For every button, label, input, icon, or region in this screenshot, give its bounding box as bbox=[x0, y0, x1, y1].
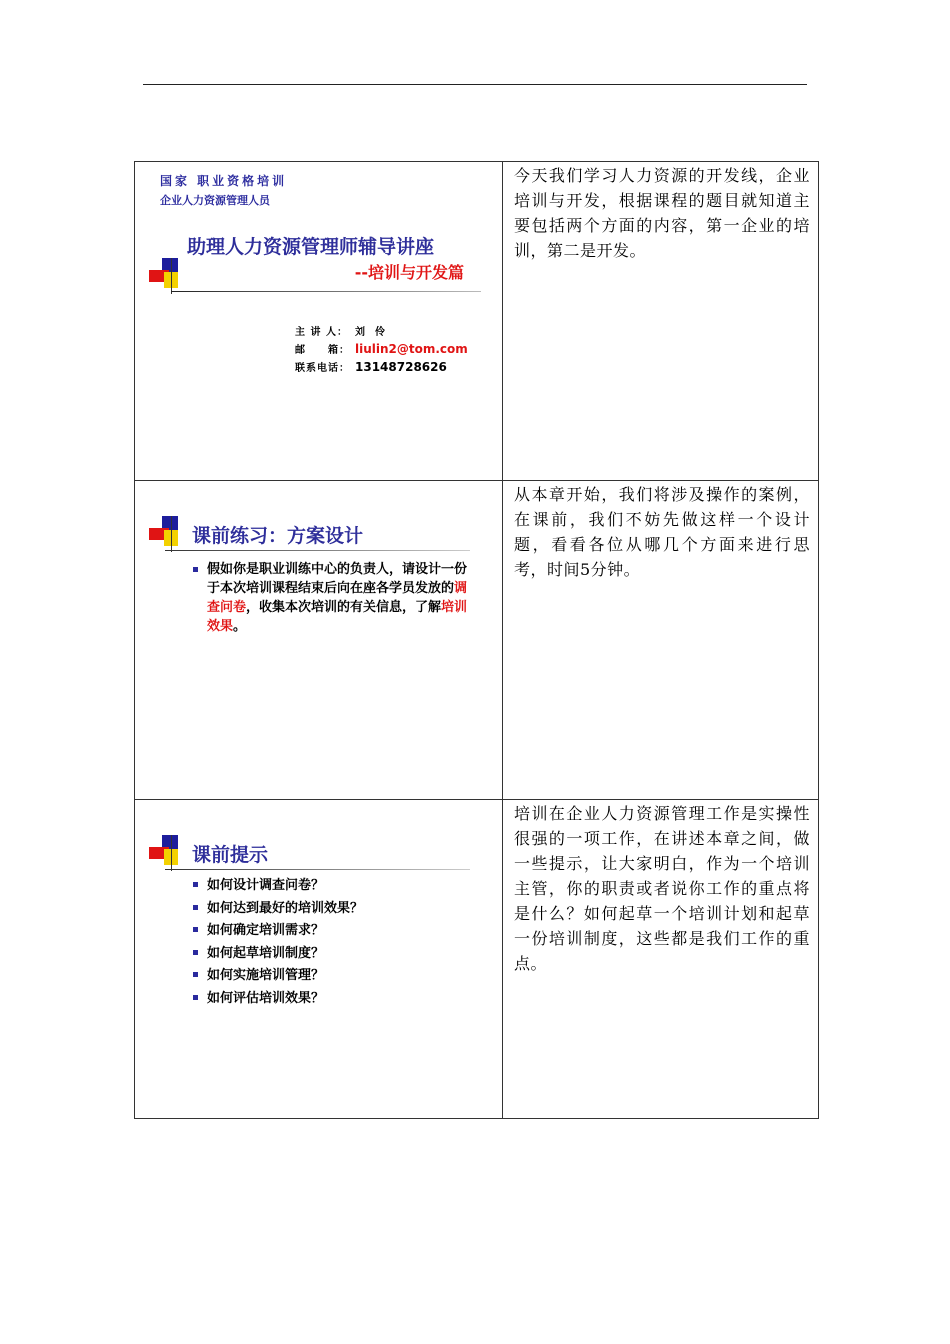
list-item: 如何起草培训制度？ bbox=[193, 943, 363, 966]
list-item: 如何确定培训需求？ bbox=[193, 920, 363, 943]
heading-rule bbox=[165, 550, 470, 551]
bullet-list bbox=[193, 560, 477, 636]
phone-number: 13148728626 bbox=[355, 360, 447, 374]
list-item: 如何达到最好的培训效果？ bbox=[193, 898, 363, 921]
speaker-name: 刘 伶 bbox=[355, 327, 385, 338]
slide-heading: 课前提示 bbox=[192, 844, 269, 866]
title-rule bbox=[171, 291, 481, 292]
slide-heading: 课前练习：方案设计 bbox=[192, 525, 364, 547]
org-line-2: 企业人力资源管理人员 bbox=[160, 194, 270, 207]
slide-title: 助理人力资源管理师辅导讲座 bbox=[187, 236, 435, 258]
table-row bbox=[135, 481, 819, 800]
notes-table bbox=[134, 161, 819, 1119]
highlight-text: 调查问卷 bbox=[207, 581, 468, 615]
slide-3 bbox=[135, 800, 502, 1118]
slide-cell-2 bbox=[135, 481, 503, 800]
table-row bbox=[135, 800, 819, 1119]
speaker-info bbox=[295, 323, 468, 377]
slide-2 bbox=[135, 481, 502, 799]
list-item: 如何实施培训管理？ bbox=[193, 965, 363, 988]
note-text: 从本章开始，我们将涉及操作的案例，在课前，我们不妨先做这样一个设计题，看看各位从哪几个方面来进行思考，时间5分钟。 bbox=[514, 485, 810, 579]
highlight-text: 培训效果 bbox=[207, 600, 468, 634]
slide-cell-1 bbox=[135, 162, 503, 481]
bullet-list bbox=[193, 875, 363, 1010]
note-text: 今天我们学习人力资源的开发线，企业培训与开发，根据课程的题目就知道主要包括两个方面的内容，第一企业的培训，第二是开发。 bbox=[514, 166, 810, 260]
email-address: liulin2@tom.com bbox=[355, 342, 468, 356]
note-cell-2 bbox=[503, 481, 819, 800]
slide-subtitle: --培训与开发篇 bbox=[354, 263, 464, 282]
decorative-squares-icon bbox=[149, 258, 189, 298]
list-item: 如何评估培训效果？ bbox=[193, 988, 363, 1011]
org-line-1: 国家 职业资格培训 bbox=[160, 174, 288, 188]
header-rule bbox=[143, 84, 807, 85]
note-text: 培训在企业人力资源管理工作是实操性很强的一项工作，在讲述本章之间，做一些提示，让大家明白，作为一个培训主管，你的职责或者说你工作的重点将是什么？如何起草一个培训计划和起草一份培训制度，这些都是我们工作的重点。 bbox=[514, 804, 810, 973]
slide-cell-3 bbox=[135, 800, 503, 1119]
phone-label: 联系电话： bbox=[295, 363, 350, 374]
heading-rule bbox=[165, 869, 470, 870]
list-item: 假如你是职业训练中心的负责人，请设计一份于本次培训课程结束后向在座各学员发放的调查问卷，收集本次培训的有关信息，了解培训效果。 bbox=[193, 560, 477, 636]
note-cell-1 bbox=[503, 162, 819, 481]
note-cell-3 bbox=[503, 800, 819, 1119]
email-label: 邮 箱： bbox=[295, 345, 350, 356]
table-row bbox=[135, 162, 819, 481]
speaker-label: 主 讲 人： bbox=[295, 327, 348, 338]
list-item: 如何设计调查问卷？ bbox=[193, 875, 363, 898]
slide-1 bbox=[135, 162, 502, 480]
